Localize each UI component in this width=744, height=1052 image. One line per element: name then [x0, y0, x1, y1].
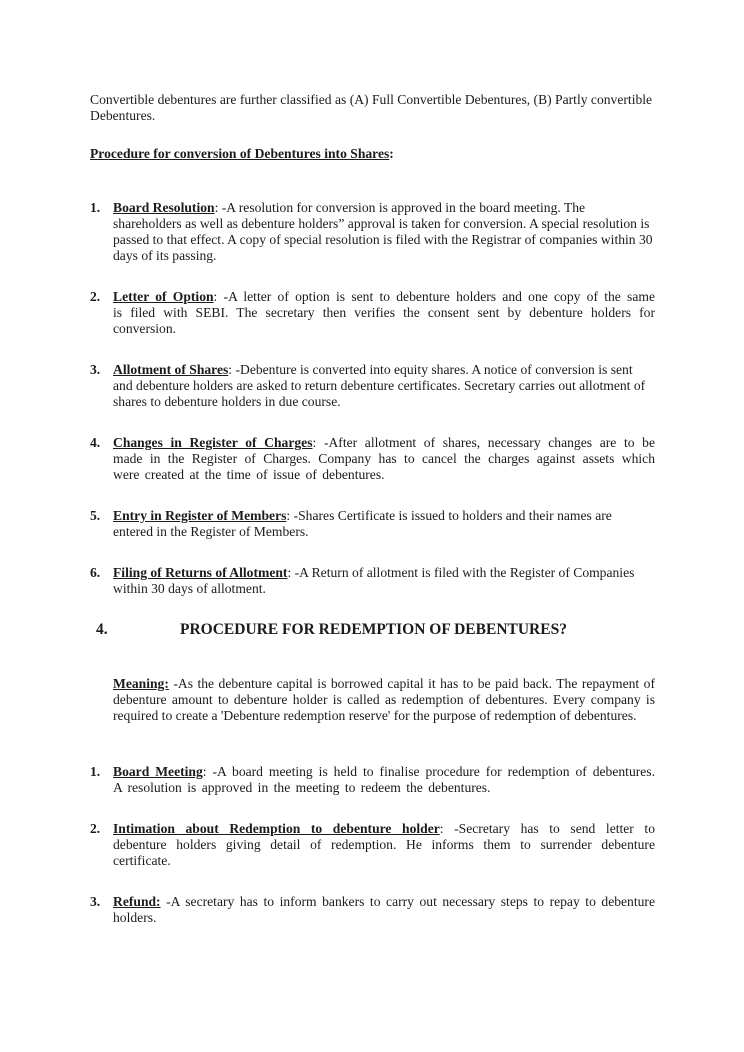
list-item [90, 821, 655, 869]
list-item-text: : -Debenture is converted into equity shares. A notice of conversion is sent and debenture holders are asked to return debenture certificates. Secretary carries out allotment of shares to debenture holders in due course. [113, 362, 646, 409]
list-item-text: : -A resolution for conversion is approved in the board meeting. The shareholders as well as debenture holders” approval is taken for conversion. A special resolution is passed to that effect. A copy of special resolution is filed with the Registrar of companies within 30 days of its passing. [113, 200, 653, 263]
meaning-text: -As the debenture capital is borrowed capital it has to be paid back. The repayment of debenture amount to debenture holder is called as redemption of debentures. Every company is required to create a 'Debenture redemption reserve' for the purpose of redemption of debentures. [113, 676, 655, 723]
list-item-term: Entry in Register of Members [113, 508, 287, 523]
list-item-number: 6. [90, 565, 101, 580]
list-item-term: Refund: [113, 894, 161, 909]
list-item-text: : -A Return of allotment is filed with the Register of Companies within 30 days of allotment. [113, 565, 635, 596]
list-item-text: : -Shares Certificate is issued to holders and their names are entered in the Register of Members. [113, 508, 612, 539]
list-item-body [113, 894, 655, 926]
list-item-term: Allotment of Shares [113, 362, 229, 377]
list-item-body [113, 200, 655, 264]
list-item-number: 2. [90, 289, 101, 304]
list-item-term: Board Resolution [113, 200, 215, 215]
list-item-body [113, 764, 655, 796]
list-item-term: Board Meeting [113, 764, 203, 779]
list-item-body [113, 362, 655, 410]
section1-heading-colon: : [389, 146, 394, 161]
list-item-term: Filing of Returns of Allotment [113, 565, 288, 580]
list-item-number: 4. [90, 435, 101, 450]
list-item-number: 1. [90, 200, 101, 215]
intro-paragraph: Convertible debentures are further classified as (A) Full Convertible Debentures, (B) Partly convertible Debentures. [90, 92, 653, 123]
list-item-number: 2. [90, 821, 101, 836]
list-item [90, 362, 655, 410]
list-item-text: : -A letter of option is sent to debenture holders and one copy of the same is filed with SEBI. The secretary then verifies the consent sent by debenture holders for conversion. [113, 289, 655, 336]
list-item-body [113, 821, 655, 869]
section1-heading-text: Procedure for conversion of Debentures into Shares [90, 146, 390, 161]
list-item-body [113, 565, 655, 597]
list-item-number: 1. [90, 764, 101, 779]
list-item [90, 200, 655, 264]
section2-title: PROCEDURE FOR REDEMPTION OF DEBENTURES? [180, 621, 567, 638]
list-item-body [113, 289, 655, 337]
section1-heading [90, 146, 655, 162]
list-item [90, 894, 655, 926]
list-item-text: -A secretary has to inform bankers to carry out necessary steps to repay to debenture holders. [113, 894, 655, 925]
section2-number: 4. [96, 621, 108, 638]
list-item-body [113, 508, 655, 540]
list-item-text: : -Secretary has to send letter to debenture holders giving detail of redemption. He informs them to surrender debenture certificate. [113, 821, 655, 868]
list-item-text: : -After allotment of shares, necessary changes are to be made in the Register of Charges. Company has to cancel the charges against assets which were created at the time of issue of debentures. [113, 435, 655, 482]
list-item [90, 435, 655, 483]
section2-heading [90, 622, 655, 638]
meaning-term: Meaning: [113, 676, 169, 691]
list-item [90, 508, 655, 540]
list-item-term: Intimation about Redemption to debenture holder [113, 821, 440, 836]
list-item-number: 3. [90, 362, 101, 377]
list-item-text: : -A board meeting is held to finalise procedure for redemption of debentures. A resolution is approved in the meeting to redeem the debentures. [113, 764, 655, 795]
list-item-term: Changes in Register of Charges [113, 435, 313, 450]
list-item [90, 289, 655, 337]
meaning-paragraph [113, 676, 655, 724]
list-item [90, 565, 655, 597]
list-item-number: 3. [90, 894, 101, 909]
list-item [90, 764, 655, 796]
list-item-term: Letter of Option [113, 289, 214, 304]
list-item-body [113, 435, 655, 483]
list-item-number: 5. [90, 508, 101, 523]
